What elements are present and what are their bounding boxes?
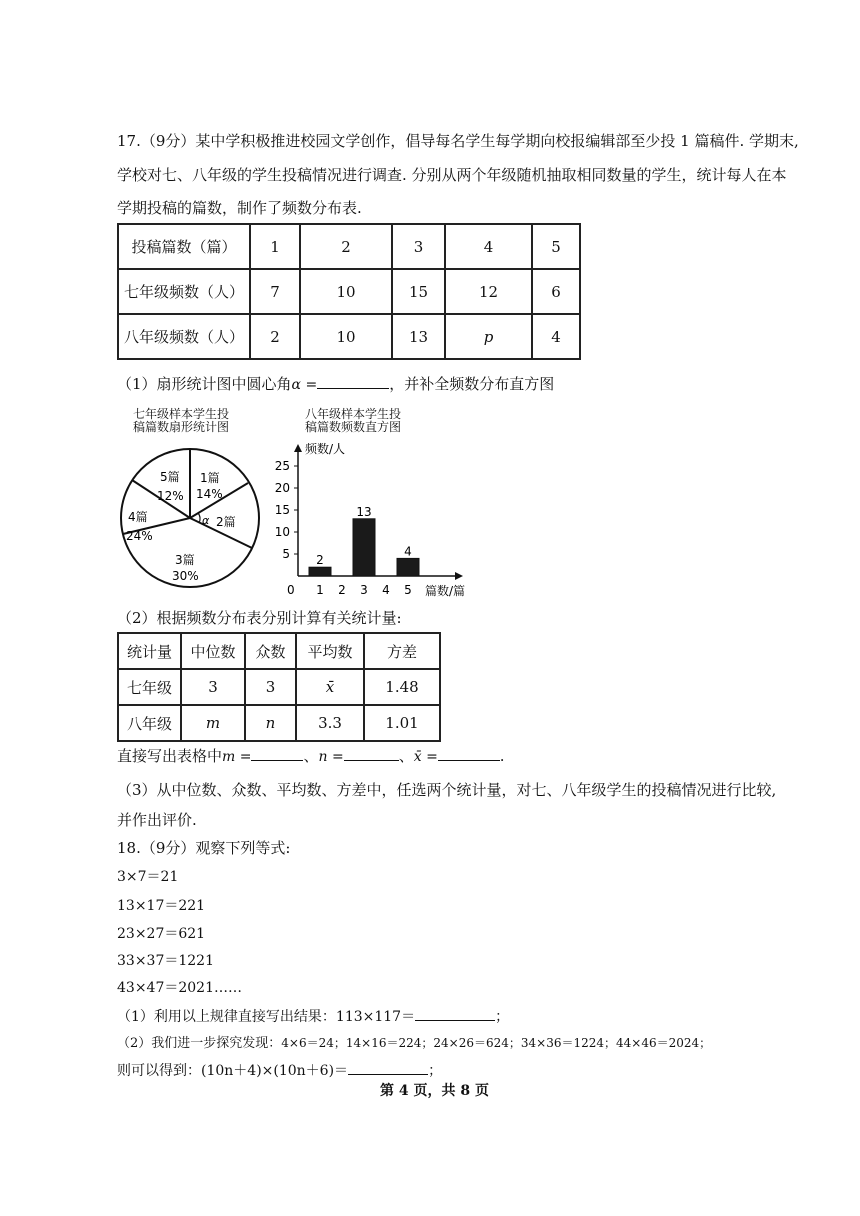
histogram-bar [353, 519, 375, 576]
y-tick-label: 5 [282, 547, 290, 561]
xbar-equals: x̄ = [413, 749, 438, 765]
histogram-bar [309, 567, 331, 576]
stats-table-row [118, 669, 440, 705]
x-axis-label: 篇数/篇 [425, 584, 466, 598]
n-equals: n = [318, 749, 344, 765]
pie-label-1-name: 1篇 [200, 471, 220, 485]
pie-label-3-name: 3篇 [175, 553, 195, 567]
pie-title-line1: 七年级样本学生投 [133, 407, 230, 421]
stats-table-cell: 1.01 [364, 705, 440, 741]
freq-table-cell: 12 [445, 269, 532, 314]
stats-table-cell: 中位数 [181, 633, 245, 669]
q18-conclusion-text: 则可以得到：(10n＋4)×(10n＋6)＝ [117, 1063, 349, 1079]
alpha-label: α [202, 514, 210, 527]
stats-table-cell: m [181, 705, 245, 741]
freq-table-cell: 七年级频数（人） [118, 269, 250, 314]
q18-equation-5: 43×47＝2021…… [117, 980, 242, 996]
freq-table-row [118, 314, 580, 359]
q17-intro-line1: 17.（9分）某中学积极推进校园文学创作，倡导每名学生每学期向校报编辑部至少投 1 篇稿件. 学期末, [117, 132, 799, 150]
statistics-table [117, 632, 441, 742]
pie-label-4-name: 4篇 [128, 510, 148, 524]
x-tick-label: 3 [360, 583, 368, 597]
stats-table-cell: 方差 [364, 633, 440, 669]
m-equals: m = [222, 749, 252, 765]
q17-part3-line1: （3）从中位数、众数、平均数、方差中，任选两个统计量，对七、八年级学生的投稿情况进行比较, [117, 781, 777, 799]
alpha-blank[interactable] [317, 374, 389, 389]
stats-table-cell: 平均数 [296, 633, 364, 669]
origin-label: 0 [287, 583, 295, 597]
q18-part1: （1）利用以上规律直接写出结果：113×117＝ ； [117, 1006, 509, 1027]
freq-table-row [118, 224, 580, 269]
stats-table-cell: 八年级 [118, 705, 181, 741]
stats-table-cell: 3.3 [296, 705, 364, 741]
alpha-equals: α = [291, 377, 318, 393]
y-tick-label: 25 [275, 459, 290, 473]
pie-label-1-pct: 14% [196, 487, 223, 501]
q17-part2-intro: （2）根据频数分布表分别计算有关统计量: [117, 609, 402, 627]
stats-table-cell: n [245, 705, 296, 741]
x-axis-arrow [455, 572, 463, 580]
n-blank[interactable] [344, 746, 399, 761]
x-tick-label: 4 [382, 583, 390, 597]
q18-part2 [117, 1033, 711, 1054]
freq-table-cell: 7 [250, 269, 300, 314]
frequency-table [117, 223, 581, 360]
q18-part2-prefix: （2）我们进一步探究发现： [117, 1036, 282, 1051]
freq-table-row [118, 269, 580, 314]
pie-label-4-pct: 24% [126, 529, 153, 543]
answer-prefix: 直接写出表格中 [117, 747, 223, 765]
q18-intro: 18.（9分）观察下列等式: [117, 839, 291, 857]
freq-table-cell: 3 [392, 224, 445, 269]
freq-table-cell: 5 [532, 224, 580, 269]
histogram-bar-label: 4 [404, 544, 412, 559]
histogram-bar-label: 13 [356, 504, 372, 519]
freq-table-cell: 投稿篇数（篇） [118, 224, 250, 269]
stats-table-cell: 1.48 [364, 669, 440, 705]
freq-table-cell: 4 [445, 224, 532, 269]
stats-table-cell: 3 [245, 669, 296, 705]
q18-conclusion-blank[interactable] [348, 1060, 428, 1075]
stats-table-cell: x̄ [296, 669, 364, 705]
y-tick-label: 20 [275, 481, 290, 495]
q18-part2-conclusion: 则可以得到：(10n＋4)×(10n＋6)＝ ； [117, 1060, 442, 1081]
q18-equation-4: 33×37＝1221 [117, 953, 214, 969]
freq-table-cell: 15 [392, 269, 445, 314]
freq-table-cell: 13 [392, 314, 445, 359]
q18-part1-blank[interactable] [415, 1006, 495, 1021]
x-tick-label: 1 [316, 583, 324, 597]
xbar-blank[interactable] [438, 746, 500, 761]
histogram-chart [275, 436, 475, 606]
histogram-bar [397, 558, 419, 576]
y-axis-label: 频数/人 [305, 442, 346, 456]
stats-table-row [118, 633, 440, 669]
q18-part2-equations: 4×6＝24；14×16＝224；24×26＝624；34×36＝1224；44×46＝2024； [281, 1036, 712, 1050]
q18-equation-3: 23×27＝621 [117, 926, 206, 942]
page-footer: 第 4 页，共 8 页 [380, 1083, 489, 1099]
part1-suffix: ，并补全频数分布直方图 [389, 375, 555, 393]
q17-part1 [117, 374, 554, 395]
pie-title-line2: 稿篇数扇形统计图 [133, 420, 230, 434]
y-tick-label: 15 [275, 503, 290, 517]
q17-intro-line2: 学校对七、八年级的学生投稿情况进行调查. 分别从两个年级随机抽取相同数量的学生，统计每人在本 [117, 166, 787, 184]
freq-table-cell: 10 [300, 269, 392, 314]
freq-table-cell: 2 [300, 224, 392, 269]
hist-title-line2: 稿篇数频数直方图 [305, 420, 402, 434]
y-tick-label: 10 [275, 525, 290, 539]
stats-table-cell: 众数 [245, 633, 296, 669]
freq-table-cell: 6 [532, 269, 580, 314]
histogram-bar-label: 2 [316, 553, 324, 568]
x-tick-label: 2 [338, 583, 346, 597]
stats-table-row [118, 705, 440, 741]
freq-table-cell: 10 [300, 314, 392, 359]
q18-equation-1: 3×7＝21 [117, 869, 179, 885]
pie-label-3-pct: 30% [172, 569, 199, 583]
m-blank[interactable] [251, 746, 303, 761]
q17-part2-answer: 直接写出表格中m = 、n = 、x̄ = . [117, 747, 505, 765]
hist-title-line1: 八年级样本学生投 [305, 407, 402, 421]
q17-intro-line3: 学期投稿的篇数，制作了频数分布表. [117, 199, 362, 217]
stats-table-cell: 3 [181, 669, 245, 705]
histogram-bars [309, 505, 419, 576]
q18-part1-text: （1）利用以上规律直接写出结果：113×117＝ [117, 1009, 416, 1025]
freq-table-cell: 1 [250, 224, 300, 269]
q17-part3-line2: 并作出评价. [117, 811, 197, 829]
freq-table-cell: 2 [250, 314, 300, 359]
stats-table-cell: 统计量 [118, 633, 181, 669]
stats-table-cell: 七年级 [118, 669, 181, 705]
x-tick-label: 5 [404, 583, 412, 597]
pie-label-2-name: 2篇 [216, 515, 236, 529]
freq-table-cell: 4 [532, 314, 580, 359]
pie-label-5-name: 5篇 [160, 470, 180, 484]
pie-chart [110, 438, 270, 598]
freq-table-cell: p [445, 314, 532, 359]
y-axis-arrow [294, 444, 302, 452]
pie-label-5-pct: 12% [157, 489, 184, 503]
q18-equation-2: 13×17＝221 [117, 898, 206, 914]
part1-prefix: （1）扇形统计图中圆心角 [117, 375, 292, 393]
freq-table-cell: 八年级频数（人） [118, 314, 250, 359]
